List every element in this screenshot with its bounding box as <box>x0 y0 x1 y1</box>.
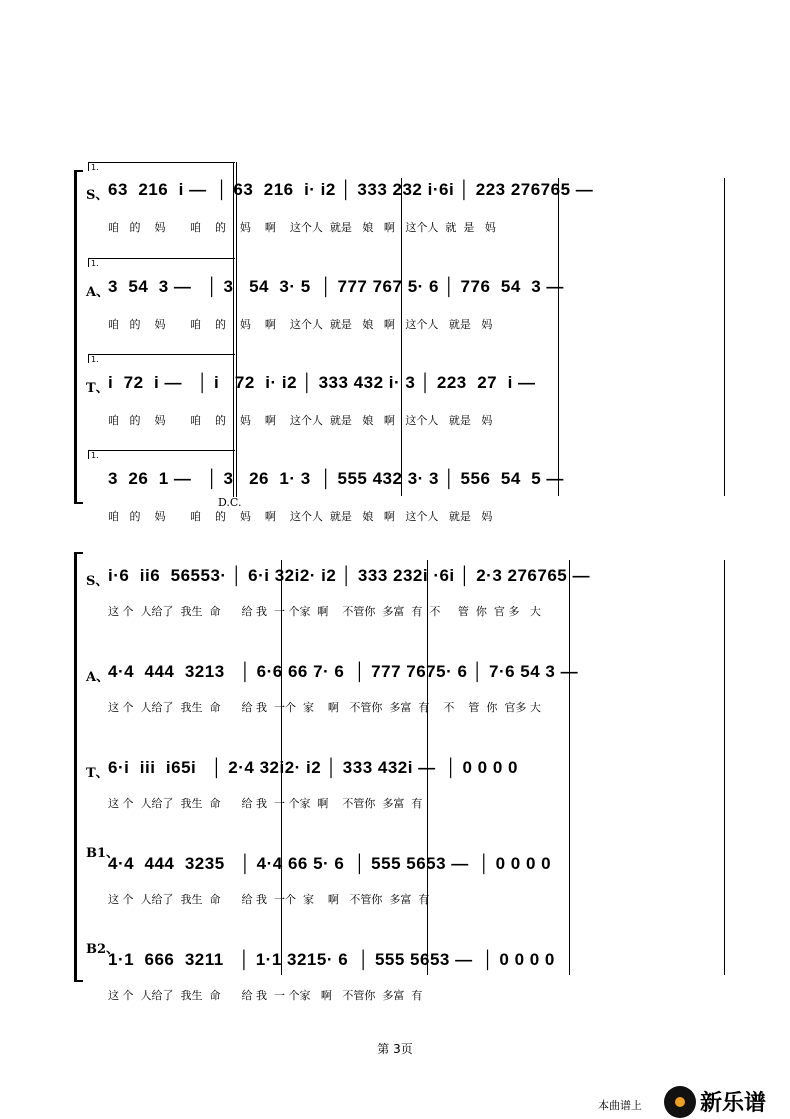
part-label-alto: A、 <box>86 285 110 300</box>
page-number: 第 3页 <box>377 1042 413 1056</box>
volta-ending: 1. <box>88 162 235 171</box>
system-2-bracket <box>74 552 83 982</box>
lyrics-bass: 咱 的 妈 咱 的 妈 啊 这个人 就是 娘 啊 这个人 就是 妈 <box>108 510 493 523</box>
lyrics-bass-2: 这 个 人给了 我生 命 给 我 一 个家 啊 不管你 多富 有 <box>108 989 423 1002</box>
lyrics-soprano: 咱 的 妈 咱 的 妈 啊 这个人 就是 娘 啊 这个人 就 是 妈 <box>108 221 496 234</box>
notes-soprano: 63 216 i — │ 63 216 i· i2 │ 333 232 i·6i │ 223 276765 — <box>108 180 594 199</box>
part-label-tenor: T、 <box>86 766 109 781</box>
lyrics-tenor: 咱 的 妈 咱 的 妈 啊 这个人 就是 娘 啊 这个人 就是 妈 <box>108 414 493 427</box>
brand-logo-text: 新乐谱 <box>700 1091 767 1116</box>
lyrics-alto: 这 个 人给了 我生 命 给 我 一个 家 啊 不管你 多富 有 不 管 你 官多 大 <box>108 701 541 714</box>
part-label-soprano: S、 <box>86 574 109 589</box>
credit-text: 本曲谱上 <box>598 1099 642 1112</box>
part-label-bass-1: B1、 <box>86 846 120 861</box>
notes-bass-1: 4·4 444 3235 │ 4·4 66 5· 6 │ 555 5653 — │ 0 0 0 0 <box>108 854 552 873</box>
notes-tenor: 6·i iii i65i │ 2·4 32i2· i2 │ 333 432i — │ 0 0 0 0 <box>108 758 518 777</box>
system-1-bracket <box>74 170 83 504</box>
barline <box>569 560 570 975</box>
notes-alto: 4·4 444 3213 │ 6·6 66 7· 6 │ 777 7675· 6 │ 7·6 54 3 — <box>108 662 579 681</box>
lyrics-soprano: 这 个 人给了 我生 命 给 我 一 个家 啊 不管你 多富 有 不 管 你 官 多 大 <box>108 605 541 618</box>
volta-ending: 1. <box>88 258 235 267</box>
lyrics-alto: 咱 的 妈 咱 的 妈 啊 这个人 就是 娘 啊 这个人 就是 妈 <box>108 318 493 331</box>
volta-ending: 1. <box>88 450 235 459</box>
notes-alto: 3 54 3 — │ 3 54 3· 5 │ 777 767 5· 6 │ 776 54 3 — <box>108 277 564 296</box>
notes-tenor: i 72 i — │ i 72 i· i2 │ 333 432 i· 3 │ 223 27 i — <box>108 373 536 392</box>
barline <box>724 178 725 496</box>
part-label-soprano: S、 <box>86 188 109 203</box>
notes-soprano: i·6 ii6 56553· │ 6·i 32i2· i2 │ 333 232i ·6i │ 2·3 276765 — <box>108 566 590 585</box>
part-label-bass-2: B2、 <box>86 942 120 957</box>
lyrics-bass-1: 这 个 人给了 我生 命 给 我 一个 家 啊 不管你 多富 有 <box>108 893 430 906</box>
lyrics-tenor: 这 个 人给了 我生 命 给 我 一 个家 啊 不管你 多富 有 <box>108 797 423 810</box>
vinyl-record-icon <box>664 1086 696 1118</box>
barline <box>724 560 725 975</box>
volta-ending: 1. <box>88 354 235 363</box>
notes-bass-2: 1·1 666 3211 │ 1·1 3215· 6 │ 555 5653 — │ 0 0 0 0 <box>108 950 555 969</box>
part-label-alto: A、 <box>86 670 110 685</box>
dc-mark: D.C. <box>218 496 242 509</box>
notes-bass: 3 26 1 — │ 3 26 1· 3 │ 555 432 3· 3 │ 556 54 5 — <box>108 469 564 488</box>
part-label-tenor: T、 <box>86 381 109 396</box>
barline <box>558 178 559 496</box>
